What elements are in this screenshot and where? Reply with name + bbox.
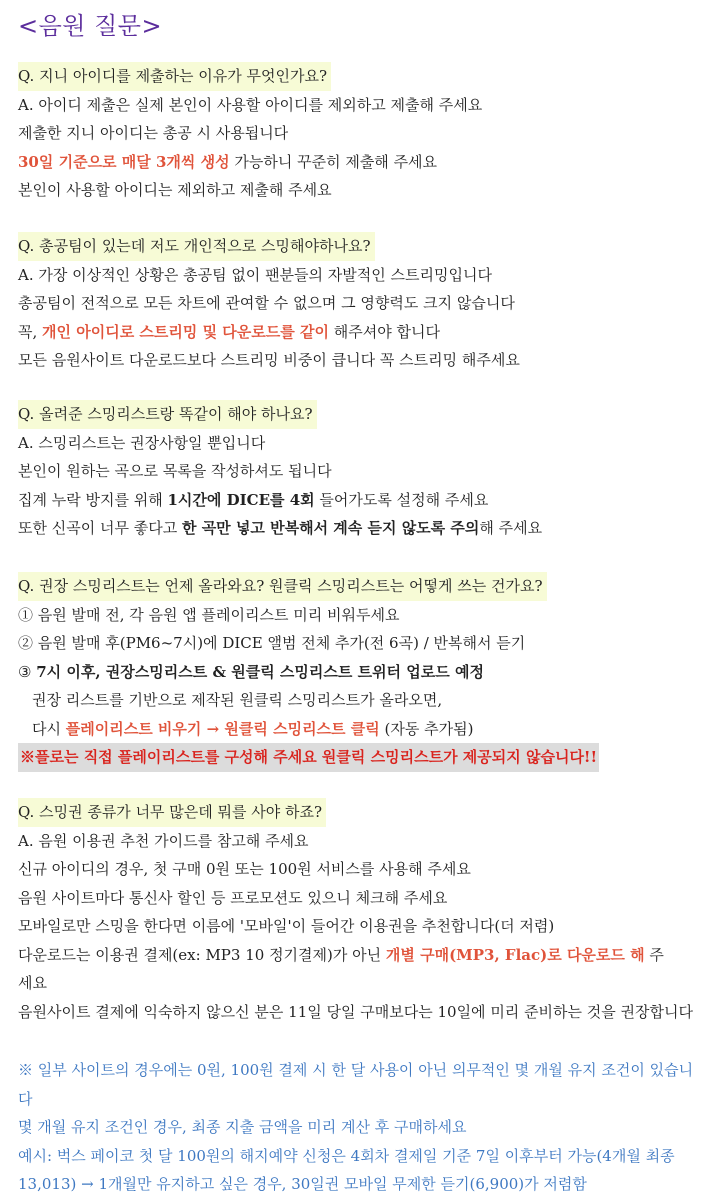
answer-text: 주세요 — [18, 945, 664, 992]
answer-text: 가능하니 꾸준히 제출해 주세요 — [229, 152, 438, 171]
warning-line — [18, 743, 698, 772]
question: Q. 권장 스밍리스트는 언제 올라와요? 원클릭 스밍리스트는 어떻게 쓰는 건가요? — [18, 572, 547, 601]
answer-text: 다운로드는 이용권 결제(ex: MP3 10 정기결제)가 아닌 — [18, 945, 386, 964]
answer-line: A. 가장 이상적인 상황은 총공팀 없이 팬분들의 자발적인 스트리밍입니다 — [18, 265, 492, 284]
highlight-text: 개인 아이디로 스트리밍 및 다운로드를 같이 — [42, 322, 329, 341]
answer-text: 해 주세요 — [479, 519, 543, 537]
answer-line: 본인이 원하는 곡으로 목록을 작성하셔도 됩니다 — [18, 462, 332, 480]
answer-line: 음원 사이트마다 통신사 할인 등 프로모션도 있으니 체크해 주세요 — [18, 888, 448, 907]
step-line: 권장 리스트를 기반으로 제작된 원클릭 스밍리스트가 올라오면, — [32, 691, 443, 709]
faq-streaming-pass — [18, 798, 698, 1026]
answer-line: 모바일로만 스밍을 한다면 이름에 '모바일'이 들어간 이용권을 추천합니다(더 저렴) — [18, 917, 555, 935]
answer-line: A. 아이디 제출은 실제 본인이 사용할 아이디를 제외하고 제출해 주세요 — [18, 95, 483, 114]
step-line: ① 음원 발매 전, 각 음원 앱 플레이리스트 미리 비워두세요 — [18, 605, 400, 624]
faq-recommended-list — [18, 572, 698, 772]
bold-text: 7시 이후, 권장스밍리스트 & 원클릭 스밍리스트 트위터 업로드 예정 — [36, 662, 484, 681]
bold-text: 한 곡만 넣고 반복해서 계속 듣지 않도록 주의 — [181, 519, 480, 537]
answer-line: 총공팀이 전적으로 모든 차트에 관여할 수 없으며 그 영향력도 크지 않습니다 — [18, 294, 515, 312]
answer-text: 집계 누락 방지를 위해 — [18, 490, 168, 509]
note-line: 몇 개월 유지 조건인 경우, 최종 지출 금액을 미리 계산 후 구매하세요 — [18, 1118, 467, 1136]
flo-warning: ※플로는 직접 플레이리스트를 구성해 주세요 원클릭 스밍리스트가 제공되지 않습니다!! — [18, 743, 599, 772]
payment-note — [18, 1056, 698, 1199]
bold-text: 1시간에 DICE를 4회 — [167, 490, 315, 509]
faq-streaming-list — [18, 400, 698, 543]
answer-line: 제출한 지니 아이디는 총공 시 사용됩니다 — [18, 124, 289, 142]
question: Q. 올려준 스밍리스트랑 똑같이 해야 하나요? — [18, 400, 317, 429]
answer-line: 본인이 사용할 아이디는 제외하고 제출해 주세요 — [18, 181, 332, 199]
answer-line — [18, 514, 698, 543]
answer-line: 모든 음원사이트 다운로드보다 스트리밍 비중이 큽니다 꼭 스트리밍 해주세요 — [18, 351, 520, 369]
answer-line: 음원사이트 결제에 익숙하지 않으신 분은 11일 당일 구매보다는 10일에 미리 준비하는 것을 권장합니다 — [18, 1002, 693, 1021]
answer-line — [18, 318, 698, 347]
answer-line: 신규 아이디의 경우, 첫 구매 0원 또는 100원 서비스를 사용해 주세요 — [18, 860, 471, 878]
note-line: 예시: 벅스 페이코 첫 달 100원의 해지예약 신청은 4회차 결제일 기준 7일 이후부터 가능(4개월 최종 13,013) → 1개월만 유지하고 싶은 경우, 30일권 모바일 무제한 듣기(6,900)가 저렴함 — [18, 1146, 675, 1193]
step-number: ③ — [18, 662, 37, 681]
answer-text: 꼭, — [18, 322, 43, 341]
faq-genie-id — [18, 62, 698, 205]
answer-line — [18, 486, 698, 515]
answer-text: 다시 — [32, 719, 66, 738]
answer-text: 해주셔야 합니다 — [328, 322, 440, 341]
highlight-text: 플레이리스트 비우기 → 원클릭 스밍리스트 클릭 — [65, 719, 380, 738]
step-line: ② 음원 발매 후(PM6~7시)에 DICE 앨범 전체 추가(전 6곡) / 반복해서 듣기 — [18, 634, 526, 652]
question: Q. 스밍권 종류가 너무 많은데 뭐를 사야 하죠? — [18, 798, 326, 827]
answer-line: A. 음원 이용권 추천 가이드를 참고해 주세요 — [18, 831, 309, 850]
answer-line: A. 스밍리스트는 권장사항일 뿐입니다 — [18, 433, 266, 452]
page-title: <음원 질문> — [18, 12, 163, 40]
note-line: ※ 일부 사이트의 경우에는 0원, 100원 결제 시 한 달 사용이 아닌 의무적인 몇 개월 유지 조건이 있습니다 — [18, 1061, 694, 1108]
answer-text: 들어가도록 설정해 주세요 — [314, 490, 489, 509]
question: Q. 총공팀이 있는데 저도 개인적으로 스밍해야하나요? — [18, 232, 375, 261]
answer-text: (자동 추가됨) — [379, 719, 474, 738]
faq-personal-streaming — [18, 232, 698, 375]
highlight-text: 30일 기준으로 매달 3개씩 생성 — [18, 152, 230, 171]
step-line — [18, 658, 698, 687]
answer-line — [18, 941, 678, 998]
question: Q. 지니 아이디를 제출하는 이유가 무엇인가요? — [18, 62, 331, 91]
answer-text: 또한 신곡이 너무 좋다고 — [18, 519, 182, 537]
highlight-text: 개별 구매(MP3, Flac)로 다운로드 해 — [385, 945, 645, 964]
step-line — [18, 715, 698, 744]
answer-line — [18, 148, 698, 177]
